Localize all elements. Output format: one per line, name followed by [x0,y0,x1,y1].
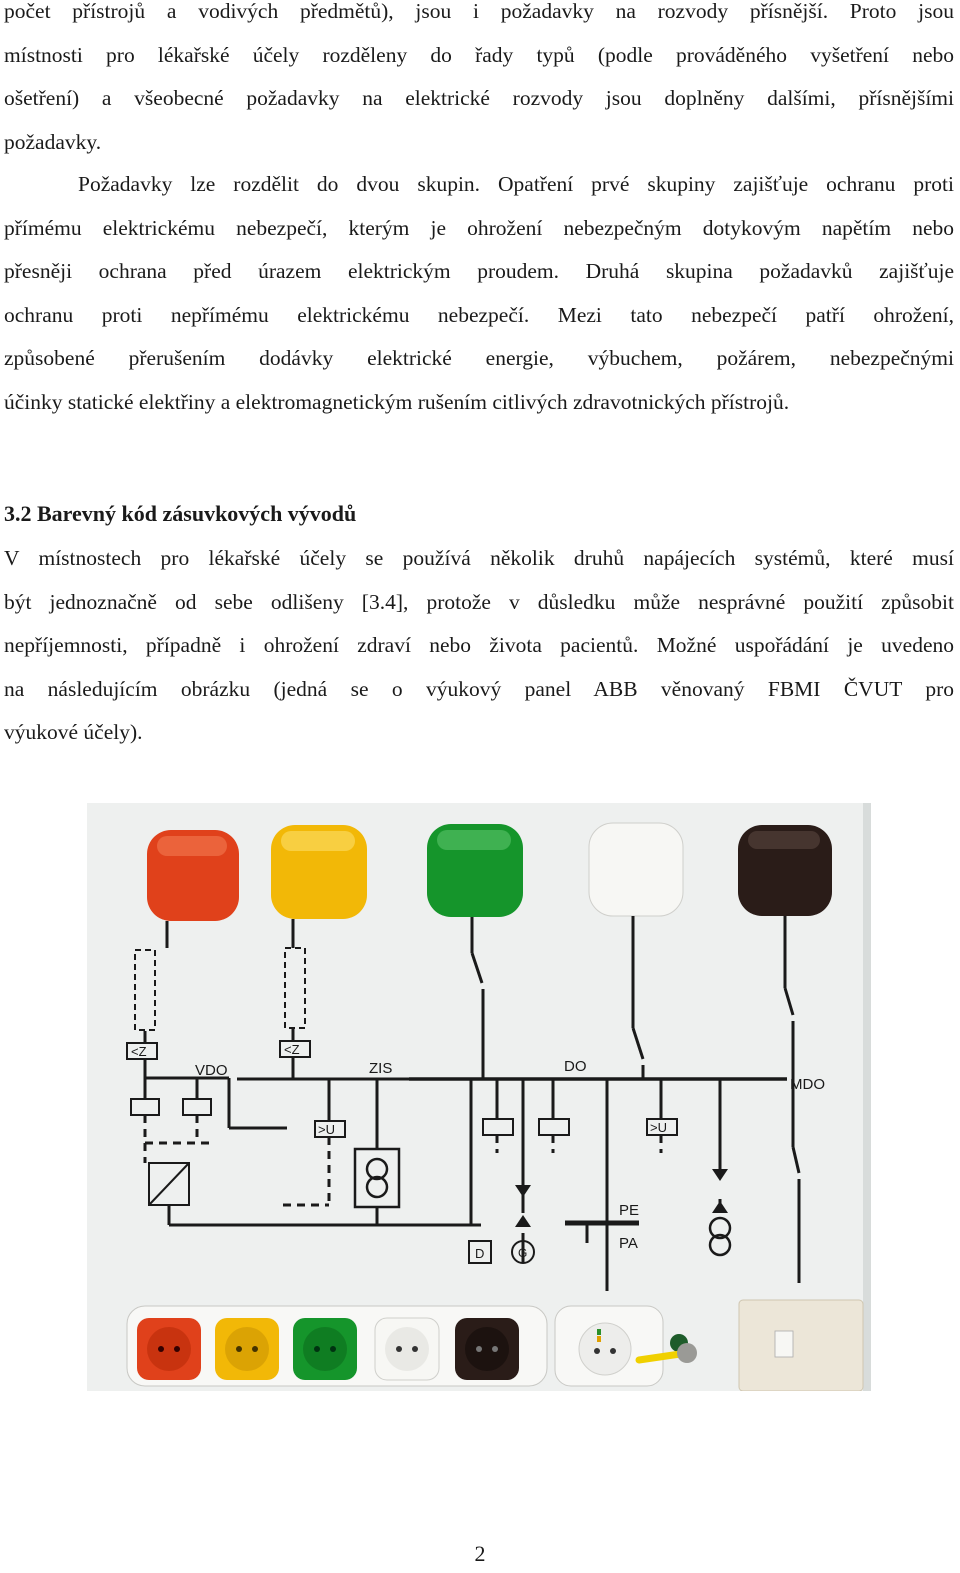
label-gt-u-2: >U [650,1120,667,1135]
text-line: ochranu proti nepřímému elektrickému nebezpečí. Mezi tato nebezpečí patří ohrožení, [4,302,954,327]
socket-yellow [215,1318,279,1380]
label-zis: ZIS [369,1060,393,1077]
socket-white [375,1318,439,1380]
socket-equipotential [555,1306,663,1386]
text-line: výukové účely). [4,720,143,744]
indicator-lamp-white [589,823,683,916]
label-d: D [475,1246,485,1261]
text-line: nepříjemnosti, případně i ohrožení zdraví nebo života pacientů. Možné uspořádání je uvedeno [4,633,954,657]
section-paragraph [4,537,954,755]
text-line: Požadavky lze rozdělit do dvou skupin. Opatření prvé skupiny zajišťuje ochranu proti [78,172,954,196]
text-line: požadavky. [4,129,102,154]
text-line: přesněji ochrana před úrazem elektrickým proudem. Druhá skupina požadavků zajišťuje [4,259,954,283]
indicator-lamp-black [738,825,832,916]
text-line: účinky statické elektřiny a elektromagnetickým rušením citlivých zdravotnických přístrojů. [4,389,790,414]
indicator-lamp-yellow [271,825,367,919]
label-do: DO [564,1058,587,1075]
indicator-lamp-red [147,830,239,921]
indicator-lamp-green [427,824,523,917]
text-line: počet přístrojů a vodivých předmětů), jsou i požadavky na rozvody přísnější. Proto jsou [4,0,954,23]
paragraph-1 [4,0,954,164]
label-pa: PA [619,1235,638,1252]
socket-green [293,1318,357,1380]
page-number: 2 [474,1541,486,1566]
label-gt-u-1: >U [318,1122,335,1137]
text-line: na následujícím obrázku (jedná se o výukový panel ABB věnovaný FBMI ČVUT pro [4,676,954,701]
text-line: ošetření) a všeobecné požadavky na elektrické rozvody jsou doplněny dalšími, přísnějšími [4,86,954,110]
label-vdo: VDO [195,1062,228,1079]
text-line: přímému elektrickému nebezpečí, kterým je ohrožení nebezpečným dotykovým napětím nebo [4,215,954,240]
label-mdo: MDO [790,1076,825,1093]
socket-red [137,1318,201,1380]
label-lt-z-1: <Z [131,1044,147,1059]
text-line: způsobené přerušením dodávky elektrické energie, výbuchem, požárem, nebezpečnými [4,346,954,370]
text-line: být jednoznačně od sebe odlišeny [3.4], protože v důsledku může nesprávné použití způsobit [4,589,954,614]
socket-black [455,1318,519,1380]
teaching-panel-photo [87,803,871,1391]
text-line: V místnostech pro lékařské účely se používá několik druhů napájecích systémů, které musí [4,546,954,570]
section-heading: 3.2 Barevný kód zásuvkových vývodů [4,501,357,526]
junction-box [739,1300,863,1391]
text-line: místnosti pro lékařské účely rozděleny do řady typů (podle prováděného vyšetření nebo [4,42,954,67]
label-g: G [518,1246,528,1260]
paragraph-2 [4,163,954,424]
label-pe: PE [619,1202,640,1219]
label-lt-z-2: <Z [284,1042,300,1057]
